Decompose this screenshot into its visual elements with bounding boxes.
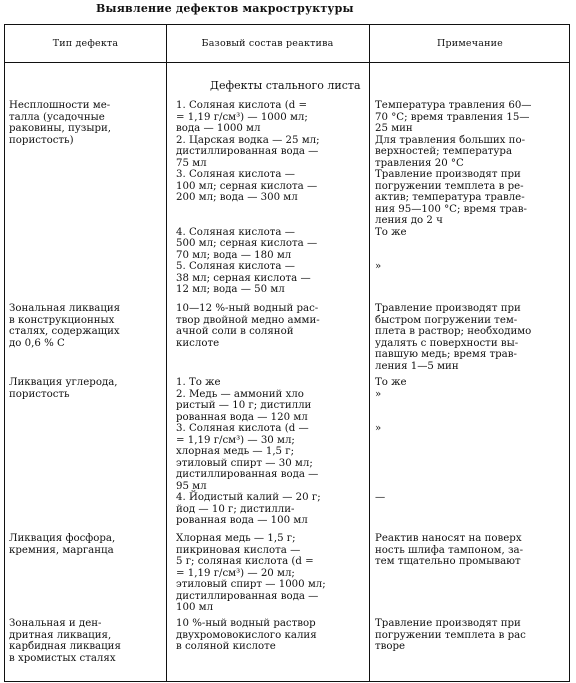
cell-line: дритная ликвация, [9, 629, 112, 641]
cell-line: То же [375, 226, 407, 238]
cell-line: » [375, 423, 382, 434]
cell-line: Несплошности ме- [9, 100, 111, 111]
cell-line: Хлорная медь — 1,5 г; [176, 533, 296, 544]
section-title: Дефекты стального листа [210, 79, 361, 92]
cell-line: до 0,6 % С [9, 337, 65, 349]
cell-line: 100 мл [176, 602, 214, 613]
cell-line: Ликвация фосфора, [9, 533, 116, 544]
cell-line: 4. Йодистый калий — 20 г; [176, 492, 321, 503]
cell-line: этиловый спирт — 1000 мл; [176, 579, 326, 590]
note-cell [375, 377, 565, 527]
cell-line: ления 1—5 мин [375, 360, 459, 372]
note-cell [375, 618, 565, 653]
cell-line: = 1,19 г/см³) — 30 мл; [176, 434, 295, 446]
cell-line: пикриновая кислота — [176, 544, 301, 556]
cell-line: = 1,19 г/см³) — 20 мл; [176, 567, 295, 579]
cell-line: в хромистых сталях [9, 652, 116, 664]
cell-line [375, 238, 565, 250]
cell-line: Температура травления 60— [375, 100, 532, 111]
column-divider [369, 25, 370, 681]
cell-line: травления 20 °С [375, 157, 464, 169]
cell-line: кислоте [176, 337, 220, 349]
cell-line: 10—12 %-ный водный рас- [176, 303, 319, 314]
cell-line [375, 250, 565, 262]
cell-line: 2. Медь — аммоний хло [176, 388, 304, 400]
cell-line: » [375, 261, 382, 272]
cell-line: 4. Соляная кислота — [176, 226, 295, 238]
cell-line: 38 мл; серная кислота — [176, 272, 311, 284]
cell-line: талла (усадочные [9, 111, 105, 123]
cell-line: раковины, пузыри, [9, 123, 111, 134]
cell-line: этиловый спирт — 30 мл; [176, 457, 313, 469]
cell-line: карбидная ликвация [9, 641, 121, 652]
reagent-cell [176, 618, 362, 653]
defect-cell [9, 533, 162, 556]
cell-line: пористость) [9, 134, 74, 146]
cell-line: рованная вода — 120 мл [176, 411, 308, 423]
cell-line: 200 мл; вода — 300 мл [176, 192, 298, 203]
cell-line: ления до 2 ч [375, 215, 443, 226]
reagent-cell [176, 303, 362, 349]
cell-line: 75 мл [176, 157, 207, 169]
defect-cell [9, 377, 162, 400]
cell-line: погружении темплета в ре- [375, 180, 524, 192]
cell-line [375, 515, 565, 527]
cell-line: творе [375, 641, 406, 652]
defect-cell [9, 303, 162, 349]
cell-line: 3. Соляная кислота — [176, 169, 295, 180]
cell-line: Травление производят при [375, 618, 521, 629]
cell-line: 2. Царская водка — 25 мл; [176, 134, 320, 146]
cell-line: актив; температура травле- [375, 192, 525, 203]
cell-line: йод — 10 г; дистилли- [176, 503, 295, 515]
header-divider [5, 62, 569, 63]
column-divider [166, 25, 167, 681]
reagent-cell [176, 100, 362, 296]
cell-line: дистиллированная вода — [176, 469, 319, 480]
cell-line: рованная вода — 100 мл [176, 515, 308, 526]
cell-line: 12 мл; вода — 50 мл [176, 284, 285, 295]
cell-line: ристый — 10 г; дистилли [176, 400, 312, 411]
cell-line: 1. То же [176, 377, 221, 388]
note-cell [375, 303, 565, 372]
cell-line: Для травления больших по- [375, 134, 526, 146]
cell-line: ачной соли в соляной [176, 326, 294, 337]
cell-line: Реактив наносят на поверх [375, 533, 522, 544]
reagent-cell [176, 533, 362, 614]
cell-line: дистиллированная вода — [176, 146, 319, 157]
cell-line: кремния, марганца [9, 544, 114, 556]
cell-line [375, 412, 565, 424]
cell-line: тем тщательно промывают [375, 556, 521, 567]
cell-line: твор двойной медно амми- [176, 314, 320, 326]
cell-line [375, 273, 565, 285]
cell-line: 70 °С; время травления 15— [375, 111, 530, 123]
page-title: Выявление дефектов макроструктуры [96, 2, 354, 15]
cell-line: двухромовокислого калия [176, 629, 317, 641]
cell-line [375, 469, 565, 481]
cell-line [176, 204, 362, 216]
cell-line: дистиллированная вода — [176, 590, 319, 602]
cell-line: павшую медь; время трав- [375, 349, 517, 360]
note-cell [375, 533, 565, 568]
cell-line: в соляной кислоте [176, 641, 276, 652]
cell-line: Зональная и ден- [9, 618, 102, 629]
column-header-reagent: Базовый состав реактива [201, 38, 334, 49]
defects-table [4, 24, 570, 682]
cell-line: 500 мл; серная кислота — [176, 238, 318, 249]
cell-line [375, 481, 565, 493]
cell-line: — [375, 492, 386, 503]
cell-line [375, 284, 565, 296]
column-header-defect-type: Тип дефекта [52, 38, 119, 49]
cell-line: пористость [9, 388, 70, 400]
cell-line [375, 435, 565, 447]
cell-line: 5 г; соляная кислота (d = [176, 556, 314, 567]
cell-line: погружении темплета в рас [375, 629, 526, 641]
cell-line: плета в раствор; необходимо [375, 326, 532, 337]
cell-line: Травление производят при [375, 169, 521, 180]
cell-line: удалять с поверхности вы- [375, 337, 519, 349]
cell-line: » [375, 388, 382, 400]
cell-line: 25 мин [375, 123, 413, 134]
cell-line: То же [375, 377, 407, 388]
cell-line: Зональная ликвация [9, 303, 121, 314]
cell-line [375, 504, 565, 516]
cell-line [176, 215, 362, 227]
defect-cell [9, 618, 162, 664]
cell-line: 5. Соляная кислота — [176, 261, 295, 272]
cell-line: сталях, содержащих [9, 326, 120, 337]
cell-line [375, 446, 565, 458]
defect-cell [9, 100, 162, 146]
note-cell [375, 100, 565, 296]
cell-line: Ликвация углерода, [9, 377, 118, 388]
cell-line: 10 %-ный водный раствор [176, 618, 316, 629]
column-header-note: Примечание [437, 38, 503, 49]
cell-line: верхностей; температура [375, 146, 513, 157]
cell-line: в конструкционных [9, 314, 115, 326]
cell-line [375, 458, 565, 470]
cell-line: ность шлифа тампоном, за- [375, 544, 524, 556]
cell-line: = 1,19 г/см³) — 1000 мл; [176, 111, 308, 123]
cell-line: Травление производят при [375, 303, 521, 314]
cell-line: 3. Соляная кислота (d — [176, 423, 309, 434]
cell-line: вода — 1000 мл [176, 123, 261, 134]
cell-line: ния 95—100 °С; время трав- [375, 203, 527, 215]
cell-line: 100 мл; серная кислота — [176, 180, 318, 192]
reagent-cell [176, 377, 362, 527]
cell-line: 95 мл [176, 480, 207, 492]
cell-line: 1. Соляная кислота (d = [176, 100, 307, 111]
cell-line: хлорная медь — 1,5 г; [176, 446, 295, 457]
cell-line [375, 400, 565, 412]
cell-line: быстром погружении тем- [375, 314, 518, 326]
cell-line: 70 мл; вода — 180 мл [176, 249, 292, 261]
